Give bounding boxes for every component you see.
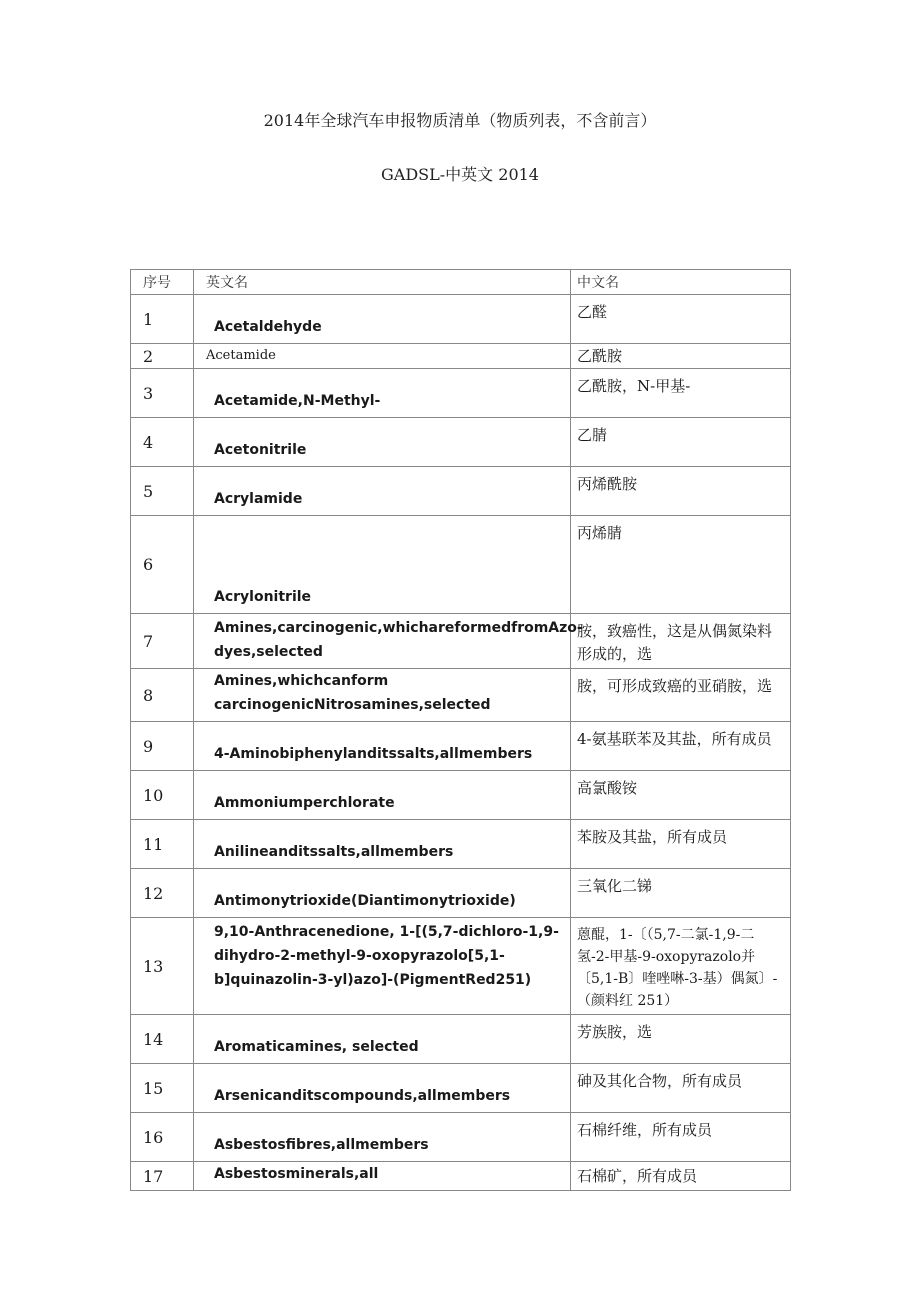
row-number: 1 [131,295,194,344]
row-number: 14 [131,1015,194,1064]
english-name: Acetaldehyde [194,295,571,344]
document-subtitle: GADSL-中英文 2014 [381,165,539,184]
row-number: 5 [131,467,194,516]
chinese-name: 丙烯腈 [571,516,791,614]
chinese-name: 高氯酸铵 [571,771,791,820]
english-name: Acrylonitrile [194,516,571,614]
table-row [131,1015,791,1064]
english-name: Acetamide,N-Methyl- [194,369,571,418]
table-row [131,918,791,1015]
chinese-name: 乙腈 [571,418,791,467]
table-row [131,669,791,722]
english-name: Amines,carcinogenic,whichareformedfromAzo-dyes,selected [194,614,571,669]
english-name: Acrylamide [194,467,571,516]
table-row [131,820,791,869]
row-number: 16 [131,1113,194,1162]
english-name: Antimonytrioxide(Diantimonytrioxide) [194,869,571,918]
header-number: 序号 [131,270,194,295]
chinese-name: 石棉纤维，所有成员 [571,1113,791,1162]
table-header-row [131,270,791,295]
row-number: 3 [131,369,194,418]
english-name: Ammoniumperchlorate [194,771,571,820]
table-row [131,467,791,516]
chinese-name: 4-氨基联苯及其盐，所有成员 [571,722,791,771]
table-row [131,418,791,467]
english-name: 4-Aminobiphenylanditssalts,allmembers [194,722,571,771]
table-row [131,516,791,614]
row-number: 4 [131,418,194,467]
chinese-name: 砷及其化合物，所有成员 [571,1064,791,1113]
english-name: Anilineanditssalts,allmembers [194,820,571,869]
table-row [131,869,791,918]
chinese-name: 乙酰胺 [571,344,791,369]
english-name: Asbestosfibres,allmembers [194,1113,571,1162]
row-number: 17 [131,1162,194,1191]
chinese-name: 三氧化二锑 [571,869,791,918]
header-english-name: 英文名 [194,270,571,295]
row-number: 2 [131,344,194,369]
chinese-name: 胺，致癌性，这是从偶氮染料形成的，选 [571,614,791,669]
row-number: 10 [131,771,194,820]
english-name: Arsenicanditscompounds,allmembers [194,1064,571,1113]
table-row [131,614,791,669]
table-row [131,722,791,771]
english-name: Acetamide [194,344,571,369]
row-number: 12 [131,869,194,918]
row-number: 6 [131,516,194,614]
row-number: 8 [131,669,194,722]
chinese-name: 苯胺及其盐，所有成员 [571,820,791,869]
row-number: 11 [131,820,194,869]
english-name: Aromaticamines, selected [194,1015,571,1064]
table-row [131,1064,791,1113]
substance-table [130,269,791,1191]
table-row [131,369,791,418]
document-title: 2014年全球汽车申报物质清单（物质列表，不含前言） [263,111,657,130]
english-name: Amines,whichcanform carcinogenicNitrosamines,selected [194,669,571,722]
chinese-name: 蒽醌，1-〔（5,7-二氯-1,9-二氢-2-甲基-9-oxopyrazolo并〔5,1-B〕喹唑啉-3-基）偶氮〕-（颜料红 251） [571,918,791,1015]
table-row [131,1113,791,1162]
chinese-name: 乙醛 [571,295,791,344]
row-number: 7 [131,614,194,669]
table-row [131,1162,791,1191]
chinese-name: 乙酰胺，N-甲基- [571,369,791,418]
english-name: Asbestosminerals,all [194,1162,571,1191]
header-chinese-name: 中文名 [571,270,791,295]
chinese-name: 丙烯酰胺 [571,467,791,516]
row-number: 15 [131,1064,194,1113]
table-row [131,344,791,369]
chinese-name: 石棉矿，所有成员 [571,1162,791,1191]
row-number: 13 [131,918,194,1015]
chinese-name: 胺，可形成致癌的亚硝胺，选 [571,669,791,722]
row-number: 9 [131,722,194,771]
english-name: 9,10-Anthracenedione, 1-[(5,7-dichloro-1,9-dihydro-2-methyl-9-oxopyrazolo[5,1-b]quinazolin-3-yl)azo]-(PigmentRed251) [194,918,571,1015]
table-row [131,771,791,820]
table-row [131,295,791,344]
chinese-name: 芳族胺，选 [571,1015,791,1064]
english-name: Acetonitrile [194,418,571,467]
